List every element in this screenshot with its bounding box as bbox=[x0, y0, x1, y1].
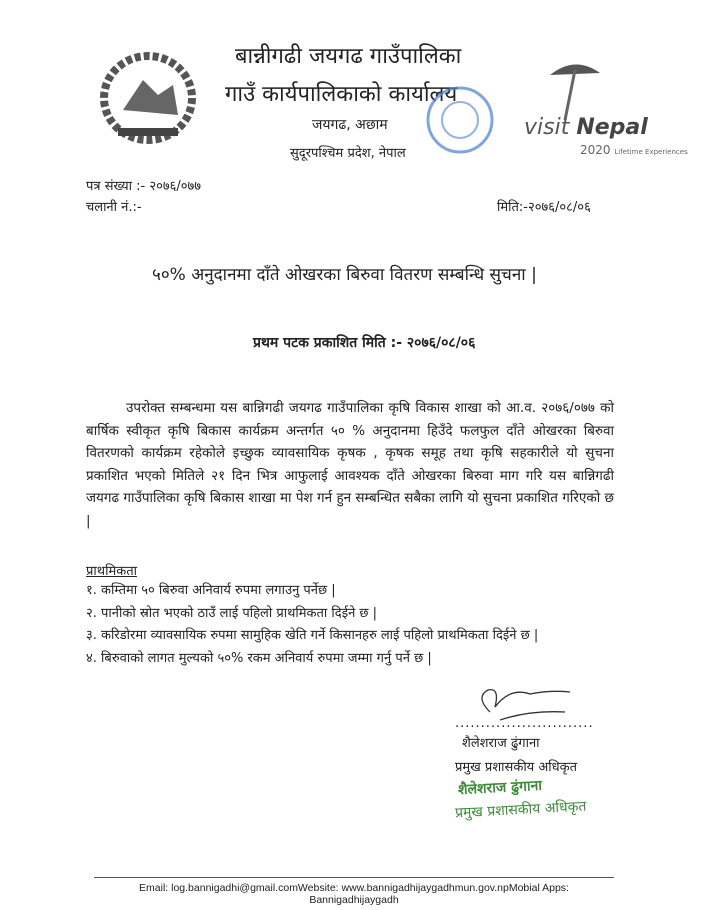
priority-list bbox=[86, 580, 538, 670]
office-province: सुदूरपश्चिम प्रदेश, नेपाल bbox=[290, 146, 406, 161]
published-date: प्रथम पटक प्रकाशित मिति :- २०७६/०८/०६ bbox=[253, 335, 476, 351]
notice-body: उपरोक्त सम्बन्धमा यस बान्निगढी जयगढ गाउँपालिका कृषि विकास शाखा को आ.व. २०७६/०७७ को बार्षिक स्वीकृत कृषि बिकास कार्यक्रम अन्तर्गत ५० % अनुदानमा हिउँदे फलफुल दाँते ओखरका बिरुवा वितरणको कार्यक्रम रहेकोले इच्छुक व्यावसायिक कृषक , कृषक समूह तथा कृषि सहकारीले यो सुचना प्रकाशित भएको मितिले २१ दिन भित्र आफुलाई आवश्यक दाँते ओखरका बिरुवा माग गरि यस बान्निगढी जयगढ गाउँपालिका कृषि बिकास शाखा मा पेश गर्न हुन सम्बन्धित सबैका लागि यो सुचना प्रकाशित गरिएको छ | bbox=[86, 400, 614, 529]
priority-item: ४. बिरुवाको लागत मुल्यको ५०% रकम अनिवार्य रुपमा जम्मा गर्नु पर्ने छ | bbox=[86, 650, 432, 666]
dispatch-number: चलानी नं.:- bbox=[86, 200, 142, 215]
priority-item: १. कम्तिमा ५० बिरुवा अनिवार्य रुपमा लगाउनु पर्नेछ | bbox=[86, 583, 336, 598]
priority-item: २. पानीको स्रोत भएको ठाउँ लाई पहिलो प्राथमिकता दिईने छ | bbox=[86, 605, 378, 621]
footer-contact bbox=[94, 882, 614, 906]
priority-item: ३. करिडोरमा व्यावसायिक रुपमा सामुहिक खेति गर्ने किसानहरु लाई पहिलो प्राथमिकता दिईने छ | bbox=[86, 628, 539, 643]
stamp-name: शैलेशराज ढुंगाना bbox=[457, 777, 543, 799]
letter-number: पत्र संख्या :- २०७६/०७७ bbox=[86, 179, 202, 194]
signatory-title: प्रमुख प्रशासकीय अधिकृत bbox=[455, 760, 578, 775]
letter-date: मिति:-२०७६/०८/०६ bbox=[497, 200, 591, 215]
priority-heading: प्राथमिकता bbox=[86, 564, 137, 579]
office-name: बान्नीगढी जयगढ गाउँपालिका bbox=[235, 44, 462, 69]
signatory-name: शैलेशराज ढुंगाना bbox=[462, 736, 540, 751]
footer-divider bbox=[94, 877, 614, 878]
visit-nepal-logo: visit Nepal bbox=[524, 115, 648, 140]
footer-line: Email: log.bannigadhi@gmail.comWebsite: www.bannigadhijaygadhmun.gov.npMobial Apps: bbox=[139, 882, 569, 894]
office-location: जयगढ, अछाम bbox=[312, 117, 388, 133]
office-subtitle: गाउँ कार्यपालिकाको कार्यालय bbox=[225, 82, 458, 107]
footer-apps: Bannigadhijaygadh bbox=[309, 894, 399, 906]
office-stamp-icon bbox=[420, 80, 500, 175]
signature-line: ........................... bbox=[455, 716, 594, 731]
nepal-emblem-icon bbox=[98, 50, 198, 145]
notice-title: ५०% अनुदानमा दाँते ओखरका बिरुवा वितरण सम्बन्धि सुचना | bbox=[152, 265, 537, 285]
visit-nepal-year: 2020 Lifetime Experiences bbox=[580, 143, 688, 157]
stamp-title: प्रमुख प्रशासकीय अधिकृत bbox=[454, 798, 587, 822]
